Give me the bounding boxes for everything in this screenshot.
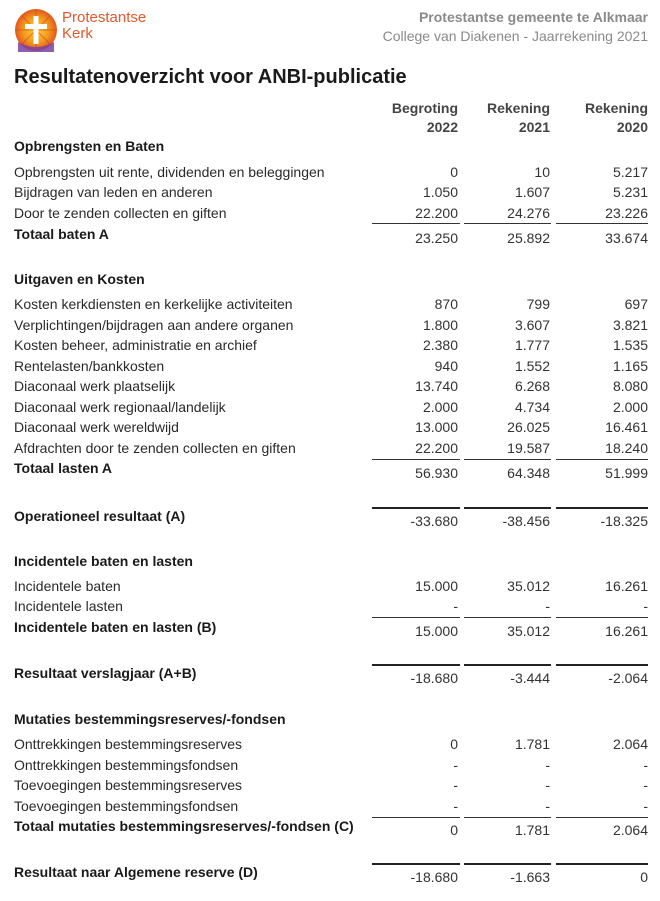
column-header-line: Rekening <box>486 100 550 116</box>
value-begroting-2022: - <box>453 598 458 614</box>
row-label: Totaal mutaties bestemmingsreserves/-fondsen (C) <box>14 818 354 834</box>
column-header-year: 2020 <box>616 119 648 135</box>
value-begroting-2022: 0 <box>450 822 458 838</box>
value-rekening-2020: 18.240 <box>605 440 648 456</box>
value-begroting-2022: 22.200 <box>415 440 458 456</box>
row-label: Opbrengsten uit rente, dividenden en beleggingen <box>14 164 325 180</box>
value-rekening-2020: 16.461 <box>605 419 648 435</box>
value-rekening-2020: 23.226 <box>605 205 648 221</box>
value-rekening-2020: -2.064 <box>608 670 648 686</box>
row-label: Resultaat naar Algemene reserve (D) <box>14 864 258 880</box>
value-begroting-2022: 2.000 <box>422 399 458 415</box>
row-label: Totaal baten A <box>14 226 109 242</box>
value-begroting-2022: - <box>453 798 458 814</box>
value-begroting-2022: -18.680 <box>410 670 458 686</box>
value-rekening-2020: 16.261 <box>605 578 648 594</box>
table-row <box>0 315 660 336</box>
value-rekening-2021: - <box>545 777 550 793</box>
row-label: Onttrekkingen bestemmingsfondsen <box>14 757 239 773</box>
value-rekening-2020: 3.821 <box>612 317 648 333</box>
row-label: Diaconaal werk wereldwijd <box>14 419 179 435</box>
value-begroting-2022: 13.000 <box>415 419 458 435</box>
row-label: Onttrekkingen bestemmingsreserves <box>14 736 242 752</box>
value-rekening-2021: 35.012 <box>507 578 550 594</box>
value-rekening-2020: - <box>643 777 648 793</box>
total-row-incidenteel <box>0 617 660 638</box>
section-heading-lasten <box>0 269 660 290</box>
section-heading-mutaties <box>0 709 660 730</box>
brand-name <box>62 10 146 42</box>
section-heading-label: Uitgaven en Kosten <box>14 271 145 287</box>
total-row-mutaties <box>0 816 660 837</box>
value-rekening-2021: 25.892 <box>507 230 550 246</box>
row-label: Kosten kerkdiensten en kerkelijke activiteiten <box>14 296 293 312</box>
value-begroting-2022: 15.000 <box>415 578 458 594</box>
value-rekening-2021: 64.348 <box>507 465 550 481</box>
protestantse-kerk-logo-icon <box>14 8 58 52</box>
value-begroting-2022: 56.930 <box>415 465 458 481</box>
row-label: Toevoegingen bestemmingsfondsen <box>14 798 239 814</box>
row-label: Totaal lasten A <box>14 460 113 476</box>
brand-line-1: Protestantse <box>62 9 147 26</box>
value-rekening-2020: - <box>643 757 648 773</box>
value-begroting-2022: - <box>453 757 458 773</box>
value-rekening-2021: 799 <box>526 296 550 312</box>
value-rekening-2020: 16.261 <box>605 623 648 639</box>
value-begroting-2022: 15.000 <box>415 623 458 639</box>
value-rekening-2021: 10 <box>534 164 550 180</box>
total-row-lasten <box>0 458 660 479</box>
value-rekening-2021: -38.456 <box>502 513 550 529</box>
value-begroting-2022: 23.250 <box>415 230 458 246</box>
org-name: Protestantse gemeente te Alkmaar <box>418 9 648 25</box>
resultaat-algemene-reserve-row <box>0 862 660 883</box>
column-header-rekening-2021 <box>487 99 550 137</box>
row-label: Incidentele baten <box>14 578 121 594</box>
value-rekening-2021: - <box>545 598 550 614</box>
organization-info <box>383 8 648 46</box>
table-row <box>0 734 660 755</box>
column-header-line: Begroting <box>391 100 458 116</box>
section-heading-baten <box>0 136 660 157</box>
value-begroting-2022: 2.380 <box>422 337 458 353</box>
value-rekening-2020: -18.325 <box>600 513 648 529</box>
value-begroting-2022: 13.740 <box>415 378 458 394</box>
value-rekening-2020: 2.064 <box>612 822 648 838</box>
value-rekening-2021: 1.781 <box>514 822 550 838</box>
column-header-rekening-2020 <box>585 99 648 137</box>
table-row <box>0 796 660 817</box>
column-header-line: Rekening <box>584 100 648 116</box>
total-row-baten <box>0 224 660 245</box>
table-row <box>0 596 660 617</box>
table-row <box>0 162 660 183</box>
section-heading-label: Opbrengsten en Baten <box>14 138 165 154</box>
value-rekening-2021: 3.607 <box>514 317 550 333</box>
value-rekening-2021: 1.607 <box>514 184 550 200</box>
table-row <box>0 203 660 224</box>
value-rekening-2021: -3.444 <box>510 670 550 686</box>
value-rekening-2020: 33.674 <box>605 230 648 246</box>
row-label: Bijdragen van leden en anderen <box>14 184 213 200</box>
value-begroting-2022: 0 <box>450 736 458 752</box>
table-row <box>0 438 660 459</box>
row-label: Resultaat verslagjaar (A+B) <box>14 665 197 681</box>
row-label: Verplichtingen/bijdragen aan andere organen <box>14 317 294 333</box>
table-row <box>0 576 660 597</box>
value-rekening-2021: 1.777 <box>514 337 550 353</box>
value-begroting-2022: -33.680 <box>410 513 458 529</box>
column-header-year: 2021 <box>518 119 550 135</box>
value-rekening-2021: -1.663 <box>510 869 550 885</box>
table-row <box>0 356 660 377</box>
brand-line-2: Kerk <box>62 25 93 42</box>
section-heading-label: Mutaties bestemmingsreserves/-fondsen <box>14 711 286 727</box>
value-rekening-2021: 35.012 <box>507 623 550 639</box>
table-row <box>0 376 660 397</box>
row-label: Door te zenden collecten en giften <box>14 205 227 221</box>
table-row <box>0 397 660 418</box>
value-rekening-2021: 19.587 <box>507 440 550 456</box>
value-begroting-2022: 940 <box>434 358 458 374</box>
value-rekening-2020: 1.535 <box>612 337 648 353</box>
value-begroting-2022: -18.680 <box>410 869 458 885</box>
section-heading-incidenteel <box>0 551 660 572</box>
value-rekening-2021: - <box>545 798 550 814</box>
value-begroting-2022: - <box>453 777 458 793</box>
row-label: Toevoegingen bestemmingsreserves <box>14 777 243 793</box>
row-label: Incidentele baten en lasten (B) <box>14 619 217 635</box>
table-row <box>0 335 660 356</box>
operationeel-resultaat-row <box>0 506 660 527</box>
value-rekening-2020: 8.080 <box>612 378 648 394</box>
value-begroting-2022: 0 <box>450 164 458 180</box>
value-rekening-2020: 697 <box>624 296 648 312</box>
value-begroting-2022: 1.800 <box>422 317 458 333</box>
value-rekening-2020: 1.165 <box>612 358 648 374</box>
row-label: Operationeel resultaat (A) <box>14 508 186 524</box>
value-rekening-2021: - <box>545 757 550 773</box>
value-rekening-2021: 6.268 <box>514 378 550 394</box>
resultaat-verslagjaar-row <box>0 663 660 684</box>
table-row <box>0 294 660 315</box>
value-rekening-2020: 2.000 <box>612 399 648 415</box>
row-label: Diaconaal werk regionaal/landelijk <box>14 399 226 415</box>
value-begroting-2022: 22.200 <box>415 205 458 221</box>
value-rekening-2020: 5.231 <box>612 184 648 200</box>
value-rekening-2021: 26.025 <box>507 419 550 435</box>
value-rekening-2020: 2.064 <box>612 736 648 752</box>
value-rekening-2021: 1.781 <box>514 736 550 752</box>
column-header-begroting-2022 <box>392 99 458 137</box>
row-label: Afdrachten door te zenden collecten en giften <box>14 440 296 456</box>
column-header-year: 2022 <box>426 119 458 135</box>
value-rekening-2020: 5.217 <box>612 164 648 180</box>
section-heading-label: Incidentele baten en lasten <box>14 553 193 569</box>
value-rekening-2021: 24.276 <box>507 205 550 221</box>
page-header <box>0 0 660 60</box>
value-rekening-2020: 51.999 <box>605 465 648 481</box>
row-label: Incidentele lasten <box>14 598 123 614</box>
row-label: Diaconaal werk plaatselijk <box>14 378 176 394</box>
value-rekening-2021: 4.734 <box>514 399 550 415</box>
value-rekening-2020: - <box>643 598 648 614</box>
value-begroting-2022: 870 <box>434 296 458 312</box>
row-label: Kosten beheer, administratie en archief <box>14 337 257 353</box>
value-rekening-2021: 1.552 <box>514 358 550 374</box>
table-row <box>0 775 660 796</box>
document-name: College van Diakenen - Jaarrekening 2021 <box>382 28 648 44</box>
table-row <box>0 182 660 203</box>
table-row <box>0 755 660 776</box>
row-label: Rentelasten/bankkosten <box>14 358 165 374</box>
page-title: Resultatenoverzicht voor ANBI-publicatie <box>14 66 407 88</box>
value-rekening-2020: - <box>643 798 648 814</box>
value-rekening-2020: 0 <box>640 869 648 885</box>
table-row <box>0 417 660 438</box>
value-begroting-2022: 1.050 <box>422 184 458 200</box>
